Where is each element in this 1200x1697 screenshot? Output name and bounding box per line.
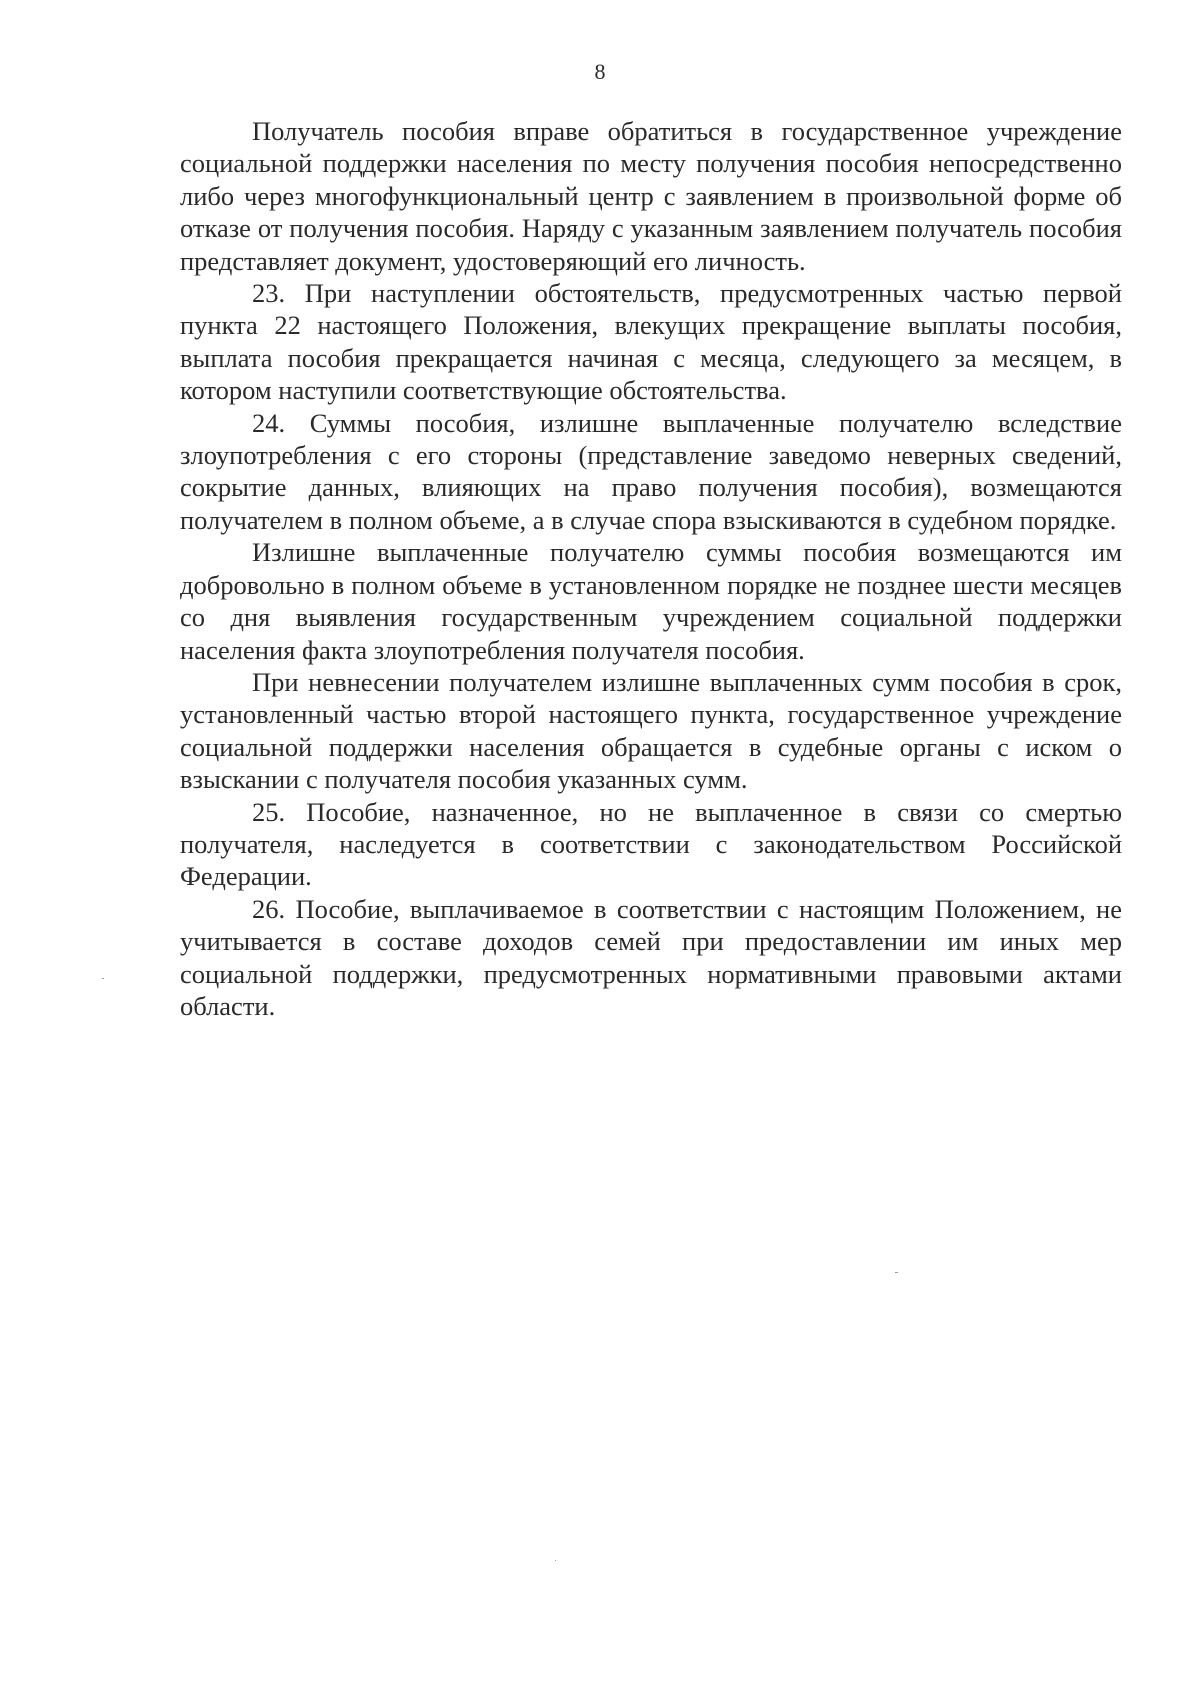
- paragraph-refusal-of-benefit: Получатель пособия вправе обратиться в государственное учреждение социальной поддержки населения по месту получения пособия непосредственно либо через многофункциональный центр с заявлением в произвольной форме об отказе от получения пособия. Наряду с указанным заявлением получатель пособия представляет документ, удостоверяющий его личность.: [180, 116, 1122, 276]
- paragraph-voluntary-repayment: Излишне выплаченные получателю суммы пособия возмещаются им добровольно в полном объеме в установленном порядке не позднее шести месяцев со дня выявления государственным учреждением социальной поддержки населения факта злоупотребления получателя пособия.: [180, 537, 1122, 665]
- paragraph-24: 24. Суммы пособия, излишне выплаченные получателю вследствие злоупотребления с его стороны (представление заведомо неверных сведений, сокрытие данных, влияющих на право получения пособия), возмещаются получателем в полном объеме, а в случае спора взыскиваются в судебном порядке.: [180, 407, 1122, 535]
- scan-speck: [895, 1272, 898, 1273]
- paragraph-26: 26. Пособие, выплачиваемое в соответствии с настоящим Положением, не учитывается в составе доходов семей при предоставлении им иных мер социальной поддержки, предусмотренных нормативными правовыми актами области.: [180, 893, 1122, 1021]
- scan-speck: [102, 978, 104, 979]
- paragraph-23: 23. При наступлении обстоятельств, предусмотренных частью первой пункта 22 настоящего Положения, влекущих прекращение выплаты пособия, выплата пособия прекращается начиная с месяца, следующего за месяцем, в котором наступили соответствующие обстоятельства.: [180, 278, 1122, 406]
- paragraph-court-recovery: При невнесении получателем излишне выплаченных сумм пособия в срок, установленный частью второй настоящего пункта, государственное учреждение социальной поддержки населения обращается в судебные органы с иском о взыскании с получателя пособия указанных сумм.: [180, 666, 1122, 795]
- scan-speck: [555, 1560, 556, 1561]
- page-number: 8: [594, 59, 606, 84]
- document-body: [180, 115, 1122, 1022]
- paragraph-25: 25. Пособие, назначенное, но не выплаченное в связи со смертью получателя, наследуется в соответствии с законодательством Российской Федерации.: [180, 796, 1122, 892]
